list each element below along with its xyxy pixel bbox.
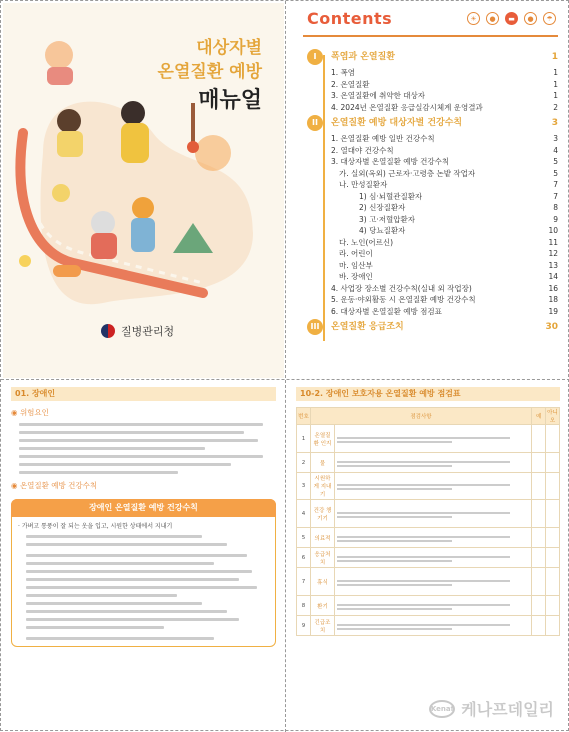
row-text xyxy=(335,473,532,500)
toc-entry-label: 5. 운동·야외활동 시 온열질환 예방 건강수칙 xyxy=(331,295,476,304)
toc-entry-page: 1 xyxy=(553,79,558,89)
no-checkbox[interactable] xyxy=(546,616,560,636)
text-line xyxy=(26,578,239,581)
text-line xyxy=(19,439,258,442)
row-number: 5 xyxy=(297,528,311,548)
toc-entry xyxy=(307,168,558,180)
row-text xyxy=(335,596,532,616)
toc-entry xyxy=(307,294,558,306)
cover-page xyxy=(3,3,284,378)
cover-title-line3: 매뉴얼 xyxy=(198,88,262,113)
toc-entry-label: 3. 온열질환에 취약한 대상자 xyxy=(331,91,426,100)
cover-title-line2: 온열질환 예방 xyxy=(157,62,262,82)
yes-checkbox[interactable] xyxy=(532,548,546,568)
text-line xyxy=(26,562,214,565)
row-number: 7 xyxy=(297,568,311,596)
no-checkbox[interactable] xyxy=(546,425,560,453)
no-checkbox[interactable] xyxy=(546,548,560,568)
section-title: 폭염과 온열질환 xyxy=(331,52,395,62)
section-title: 온열질환 응급조치 xyxy=(331,322,404,332)
page-header: 01. 장애인 xyxy=(11,387,276,401)
toc-entry-page: 13 xyxy=(548,260,558,270)
yes-checkbox[interactable] xyxy=(532,568,546,596)
toc-entry-page: 3 xyxy=(553,134,558,143)
publisher-name: 질병관리청 xyxy=(121,325,175,338)
toc-section xyxy=(307,319,558,335)
toc-entry xyxy=(307,133,558,145)
umbrella-icon: ☂ xyxy=(543,12,556,25)
row-number: 2 xyxy=(297,453,311,473)
no-checkbox[interactable] xyxy=(546,453,560,473)
text-line xyxy=(26,618,239,621)
toc-entry xyxy=(307,90,558,102)
text-line xyxy=(19,455,263,458)
health-rules-first-item: · 가벼고 통풍이 잘 되는 옷을 입고, 시원한 상태에서 지내기 xyxy=(18,523,173,530)
section-page: 3 xyxy=(551,118,558,128)
risk-factors-label: 위험요인 xyxy=(19,408,49,417)
section-page: 30 xyxy=(545,322,558,332)
toc-entry-label: 가. 실외(옥외) 근로자·고령층 논밭 작업자 xyxy=(339,168,476,178)
col-item: 점검사항 xyxy=(311,408,532,425)
section-page: 1 xyxy=(551,52,558,62)
toc-entry-page: 2 xyxy=(553,102,558,112)
no-checkbox[interactable] xyxy=(546,500,560,528)
toc-entry xyxy=(307,271,558,283)
checklist-page xyxy=(288,381,568,730)
text-line xyxy=(26,543,227,546)
row-text xyxy=(335,548,532,568)
toc-entry xyxy=(307,306,558,318)
person-icon: ● xyxy=(486,12,499,25)
toc-entry-page: 5 xyxy=(553,168,558,178)
row-category: 응급처치 xyxy=(311,548,335,568)
col-number: 번호 xyxy=(297,408,311,425)
yes-checkbox[interactable] xyxy=(532,500,546,528)
checklist-header-row xyxy=(297,408,560,425)
yes-checkbox[interactable] xyxy=(532,596,546,616)
section-number: II xyxy=(307,115,323,131)
toc-entry-label: 바. 장애인 xyxy=(339,272,373,281)
text-line xyxy=(26,570,252,573)
text-line xyxy=(26,626,164,629)
row-text xyxy=(335,568,532,596)
toc-entry-page: 8 xyxy=(553,203,558,212)
text-line xyxy=(26,554,247,557)
row-text xyxy=(335,528,532,548)
row-category: 환기 xyxy=(311,596,335,616)
health-rules-label: 온열질환 예방 건강수칙 xyxy=(19,481,98,490)
row-number: 1 xyxy=(297,425,311,453)
toc-entry-label: 다. 노인(어르신) xyxy=(339,237,394,247)
toc-entry-page: 7 xyxy=(553,191,558,201)
toc-entry-label: 2. 열대야 건강수칙 xyxy=(331,145,394,155)
watermark xyxy=(429,697,554,720)
row-text xyxy=(335,500,532,528)
no-checkbox[interactable] xyxy=(546,528,560,548)
row-number: 3 xyxy=(297,473,311,500)
toc-entry-page: 19 xyxy=(548,306,558,316)
col-yes: 예 xyxy=(532,408,546,425)
toc-entry-label: 3. 대상자별 온열질환 예방 건강수칙 xyxy=(331,157,450,166)
checklist-row xyxy=(297,500,560,528)
toc-entry xyxy=(307,237,558,249)
yes-checkbox[interactable] xyxy=(532,616,546,636)
checklist-row xyxy=(297,528,560,548)
toc-entry xyxy=(307,102,558,114)
row-category: 시원하게 지내기 xyxy=(311,473,335,500)
toc-entry-page: 12 xyxy=(548,249,558,258)
checklist-row xyxy=(297,616,560,636)
checklist-row xyxy=(297,568,560,596)
toc-entry-label: 2) 신장질환자 xyxy=(359,203,406,212)
contents-icon-row xyxy=(467,12,556,25)
no-checkbox[interactable] xyxy=(546,568,560,596)
toc-entry xyxy=(307,191,558,203)
row-category: 의료적 xyxy=(311,528,335,548)
toc-entry-label: 4. 2024년 온열질환 응급실감시체계 운영결과 xyxy=(331,102,483,112)
toc-entry-label: 1) 심·뇌혈관질환자 xyxy=(359,191,423,201)
toc-entry xyxy=(307,248,558,260)
row-category: 건강 챙기기 xyxy=(311,500,335,528)
text-line xyxy=(19,423,263,426)
toc-entry xyxy=(307,202,558,214)
checklist-header: 10-2. 장애인 보호자용 온열질환 예방 점검표 xyxy=(296,387,560,401)
health-rules-box xyxy=(11,499,276,647)
toc-entry xyxy=(307,225,558,237)
toc-entry-page: 16 xyxy=(548,283,558,293)
text-line xyxy=(26,610,227,613)
horizontal-divider xyxy=(1,379,569,380)
checklist-table xyxy=(296,407,560,636)
no-checkbox[interactable] xyxy=(546,473,560,500)
row-category: 온열질환 인지 xyxy=(311,425,335,453)
checklist-row xyxy=(297,425,560,453)
yes-checkbox[interactable] xyxy=(532,425,546,453)
section-title: 온열질환 예방 대상자별 건강수칙 xyxy=(331,118,463,128)
toc-entry-label: 라. 어린이 xyxy=(339,249,373,258)
toc-entry-page: 14 xyxy=(548,272,558,281)
row-text xyxy=(335,616,532,636)
toc-entry-page: 5 xyxy=(553,157,558,166)
text-line xyxy=(26,637,214,640)
text-line xyxy=(19,431,244,434)
row-category: 휴식 xyxy=(311,568,335,596)
health-rules-box-title: 장애인 온열질환 예방 건강수칙 xyxy=(11,499,276,517)
toc-entry-page: 1 xyxy=(553,91,558,100)
toc-entry xyxy=(307,283,558,295)
toc-entry-page: 11 xyxy=(548,237,558,247)
text-line xyxy=(19,463,231,466)
mask-icon: ▬ xyxy=(505,12,518,25)
vertical-divider xyxy=(285,1,286,732)
toc-entry-label: 마. 임산부 xyxy=(339,260,373,270)
text-line xyxy=(19,447,205,450)
no-checkbox[interactable] xyxy=(546,596,560,616)
toc-entry-label: 3) 고·저혈압환자 xyxy=(359,214,415,224)
text-line xyxy=(26,602,202,605)
row-text xyxy=(335,453,532,473)
toc-entry-page: 18 xyxy=(548,295,558,304)
row-number: 8 xyxy=(297,596,311,616)
yes-checkbox[interactable] xyxy=(532,453,546,473)
contents-title: Contents xyxy=(307,9,393,28)
row-number: 4 xyxy=(297,500,311,528)
toc-entry xyxy=(307,156,558,168)
toc-entry-label: 4. 사업장 장소별 건강수칙(실내 외 작업장) xyxy=(331,283,472,293)
toc-entry-label: 나. 만성질환자 xyxy=(339,180,388,189)
sun-icon: ☀ xyxy=(467,12,480,25)
toc-section xyxy=(307,49,558,65)
toc-entry-label: 1. 폭염 xyxy=(331,68,356,77)
contents-rule xyxy=(303,35,558,37)
col-no: 아니오 xyxy=(546,408,560,425)
row-number: 9 xyxy=(297,616,311,636)
toc-entry-page: 10 xyxy=(548,226,558,235)
toc-entry-label: 4) 당뇨질환자 xyxy=(359,226,406,235)
kdca-emblem-icon xyxy=(101,324,115,338)
row-category: 긴급조치 xyxy=(311,616,335,636)
row-category: 물 xyxy=(311,453,335,473)
checklist-row xyxy=(297,473,560,500)
contents-list xyxy=(307,47,558,337)
toc-entry xyxy=(307,67,558,79)
contents-page xyxy=(293,3,568,378)
toc-entry xyxy=(307,214,558,226)
section-number: III xyxy=(307,319,323,335)
toc-entry-label: 2. 온열질환 xyxy=(331,79,370,89)
disabled-guide-page xyxy=(3,381,284,730)
row-text xyxy=(335,425,532,453)
risk-factors-heading: ◉ 위험요인 xyxy=(11,408,49,417)
toc-entry xyxy=(307,179,558,191)
toc-entry xyxy=(307,260,558,272)
text-line xyxy=(26,586,257,589)
toc-entry-page: 4 xyxy=(553,145,558,155)
section-number: I xyxy=(307,49,323,65)
kenaf-logo-icon: Kenaf xyxy=(429,700,455,718)
row-number: 6 xyxy=(297,548,311,568)
watermark-text: 케나프데일리 xyxy=(461,700,554,719)
cover-title-line1: 대상자별 xyxy=(196,38,262,58)
text-line xyxy=(26,594,177,597)
thermometer-icon: ● xyxy=(524,12,537,25)
text-line xyxy=(26,535,202,538)
toc-entry-page: 9 xyxy=(553,214,558,224)
toc-entry xyxy=(307,145,558,157)
checklist-row xyxy=(297,453,560,473)
checklist-row xyxy=(297,548,560,568)
toc-entry-label: 6. 대상자별 온열질환 예방 점검표 xyxy=(331,306,442,316)
toc-entry-label: 1. 온열질환 예방 일반 건강수칙 xyxy=(331,134,435,143)
toc-section xyxy=(307,115,558,131)
publisher-logo xyxy=(101,323,174,339)
toc-entry xyxy=(307,79,558,91)
toc-entry-page: 1 xyxy=(553,68,558,77)
health-rules-heading: ◉ 온열질환 예방 건강수칙 xyxy=(11,481,98,490)
yes-checkbox[interactable] xyxy=(532,473,546,500)
checklist-row xyxy=(297,596,560,616)
toc-entry-page: 7 xyxy=(553,180,558,189)
yes-checkbox[interactable] xyxy=(532,528,546,548)
text-line xyxy=(19,471,178,474)
